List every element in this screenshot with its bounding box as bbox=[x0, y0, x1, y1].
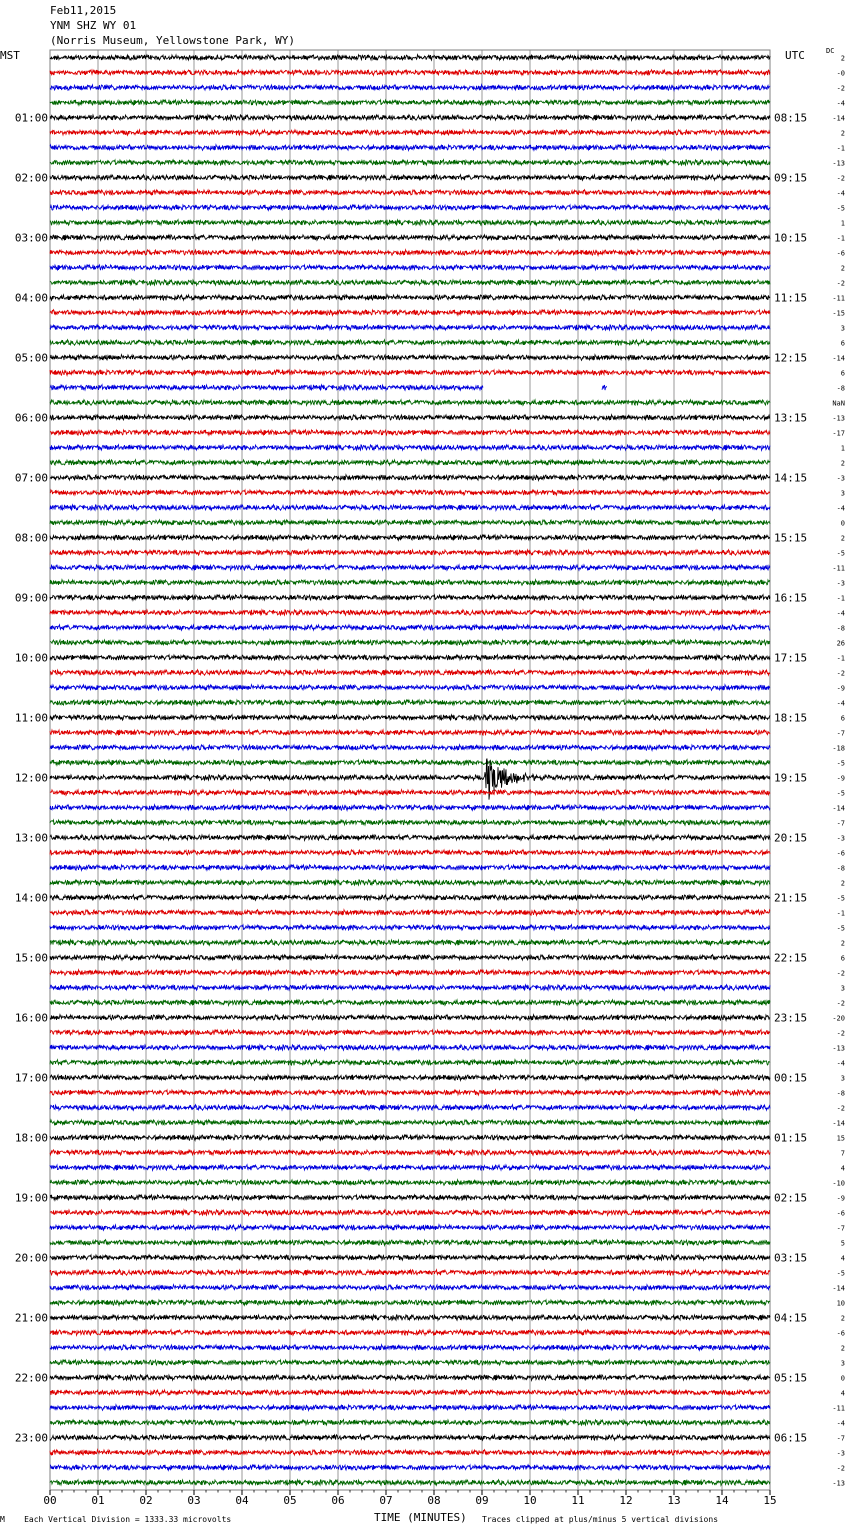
trace-line bbox=[50, 235, 770, 241]
dc-offset-label: -15 bbox=[832, 309, 845, 318]
trace-line bbox=[50, 55, 770, 61]
trace-line bbox=[50, 370, 770, 376]
scale-mark: M bbox=[0, 1515, 5, 1524]
x-tick-label: 15 bbox=[763, 1494, 777, 1507]
trace-line bbox=[50, 1315, 770, 1321]
dc-offset-label: 1 bbox=[840, 444, 845, 453]
trace-line bbox=[50, 1405, 770, 1411]
trace-line bbox=[50, 1420, 770, 1426]
mst-hour-label: 02:00 bbox=[14, 171, 48, 185]
mst-hour-label: 14:00 bbox=[14, 891, 48, 905]
trace-line bbox=[50, 1375, 770, 1381]
x-tick-label: 13 bbox=[667, 1494, 681, 1507]
dc-offset-label: 26 bbox=[836, 639, 845, 648]
trace-line bbox=[50, 1030, 770, 1036]
utc-hour-label: 09:15 bbox=[774, 171, 808, 185]
utc-hour-label: 21:15 bbox=[774, 891, 808, 905]
mst-hour-label: 16:00 bbox=[14, 1011, 48, 1025]
trace-line bbox=[50, 1090, 770, 1096]
clip-note: Traces clipped at plus/minus 5 vertical divisions bbox=[482, 1515, 719, 1524]
trace-line bbox=[50, 730, 770, 736]
trace-line bbox=[50, 1360, 770, 1366]
mst-hour-label: 17:00 bbox=[14, 1071, 48, 1085]
trace-line bbox=[50, 940, 770, 946]
mst-label: MST bbox=[0, 49, 20, 62]
seismic-traces bbox=[50, 55, 770, 1486]
dc-offset-label: -4 bbox=[836, 609, 845, 618]
x-tick-label: 05 bbox=[283, 1494, 297, 1507]
dc-offset-label: 2 bbox=[840, 264, 845, 273]
dc-offset-label: -2 bbox=[836, 999, 845, 1008]
trace-line bbox=[50, 400, 770, 406]
x-tick-label: 07 bbox=[379, 1494, 393, 1507]
mst-hour-label: 04:00 bbox=[14, 291, 48, 305]
dc-offset-label: -9 bbox=[836, 1194, 845, 1203]
dc-offset-label: -2 bbox=[836, 174, 845, 183]
dc-offset-label: -20 bbox=[832, 1014, 845, 1023]
x-tick-label: 10 bbox=[523, 1494, 537, 1507]
trace-line bbox=[50, 850, 770, 856]
scale-text: Each Vertical Division = 1333.33 microvolts bbox=[24, 1515, 232, 1524]
dc-offset-label: -13 bbox=[832, 414, 845, 423]
dc-label: DC bbox=[826, 47, 835, 55]
trace-line bbox=[50, 805, 770, 811]
trace-line bbox=[50, 610, 770, 616]
dc-offset-label: -2 bbox=[836, 669, 845, 678]
dc-offset-label: -4 bbox=[836, 189, 845, 198]
dc-offset-label: -1 bbox=[836, 594, 845, 603]
trace-line bbox=[50, 1195, 770, 1201]
dc-offset-label: -1 bbox=[836, 234, 845, 243]
trace-line bbox=[50, 910, 770, 916]
trace-line bbox=[50, 1165, 770, 1171]
trace-line bbox=[602, 385, 607, 390]
dc-offset-label: -11 bbox=[832, 294, 845, 303]
dc-offset-label: -6 bbox=[836, 1209, 845, 1218]
dc-offset-label: -10 bbox=[832, 1179, 845, 1188]
trace-line bbox=[50, 85, 770, 91]
utc-hour-label: 08:15 bbox=[774, 111, 808, 125]
trace-line bbox=[50, 550, 770, 556]
utc-hour-label: 18:15 bbox=[774, 711, 808, 725]
dc-offset-label: 5 bbox=[840, 1239, 845, 1248]
mst-hour-labels bbox=[15, 112, 48, 1445]
utc-hour-label: 10:15 bbox=[774, 231, 808, 245]
trace-line bbox=[50, 490, 770, 496]
dc-offset-label: -14 bbox=[832, 804, 845, 813]
trace-line bbox=[50, 1435, 770, 1441]
dc-offset-label: -7 bbox=[836, 819, 845, 828]
trace-line bbox=[50, 595, 770, 601]
trace-line bbox=[50, 1135, 770, 1141]
mst-hour-label: 12:00 bbox=[14, 771, 48, 785]
dc-offset-label: -13 bbox=[832, 1479, 845, 1488]
trace-line bbox=[50, 1285, 770, 1291]
dc-offset-labels bbox=[832, 55, 845, 1488]
utc-hour-label: 14:15 bbox=[774, 471, 808, 485]
dc-offset-label: 6 bbox=[840, 714, 845, 723]
mst-hour-label: 13:00 bbox=[14, 831, 48, 845]
dc-offset-label: 2 bbox=[840, 534, 845, 543]
x-axis-title: TIME (MINUTES) bbox=[374, 1511, 467, 1524]
trace-line bbox=[50, 745, 770, 751]
trace-line bbox=[50, 1105, 770, 1111]
dc-offset-label: -13 bbox=[832, 159, 845, 168]
mst-hour-label: 01:00 bbox=[14, 111, 48, 125]
dc-offset-label: -5 bbox=[836, 204, 845, 213]
trace-line bbox=[50, 880, 770, 886]
x-tick-label: 09 bbox=[475, 1494, 489, 1507]
dc-offset-label: -0 bbox=[836, 69, 845, 78]
x-tick-label: 11 bbox=[571, 1494, 585, 1507]
trace-line bbox=[50, 505, 770, 511]
dc-offset-label: -4 bbox=[836, 1059, 845, 1068]
dc-offset-label: -5 bbox=[836, 894, 845, 903]
dc-offset-label: -4 bbox=[836, 99, 845, 108]
mst-hour-label: 10:00 bbox=[14, 651, 48, 665]
trace-line bbox=[50, 1330, 770, 1336]
station-code: YNM SHZ WY 01 bbox=[50, 19, 137, 32]
trace-line bbox=[50, 820, 770, 826]
scale-note bbox=[0, 1515, 231, 1524]
mst-hour-label: 19:00 bbox=[14, 1191, 48, 1205]
trace-line bbox=[50, 310, 770, 316]
trace-line bbox=[50, 895, 770, 901]
trace-line bbox=[50, 1075, 770, 1081]
dc-offset-label: -4 bbox=[836, 1419, 845, 1428]
x-tick-label: 00 bbox=[43, 1494, 57, 1507]
trace-line bbox=[50, 460, 770, 466]
trace-line bbox=[50, 295, 770, 301]
dc-offset-label: -1 bbox=[836, 144, 845, 153]
dc-offset-label: 15 bbox=[836, 1134, 845, 1143]
trace-line bbox=[50, 1000, 770, 1006]
trace-line bbox=[50, 535, 770, 541]
trace-line bbox=[50, 670, 770, 676]
trace-line bbox=[50, 265, 770, 271]
mst-hour-label: 15:00 bbox=[14, 951, 48, 965]
dc-offset-label: 0 bbox=[840, 519, 845, 528]
trace-line bbox=[50, 790, 770, 796]
dc-offset-label: -1 bbox=[836, 909, 845, 918]
trace-line bbox=[50, 1180, 770, 1186]
utc-hour-label: 13:15 bbox=[774, 411, 808, 425]
dc-offset-label: -5 bbox=[836, 549, 845, 558]
utc-hour-label: 04:15 bbox=[774, 1311, 808, 1325]
dc-offset-label: 0 bbox=[840, 1374, 845, 1383]
trace-line bbox=[50, 760, 770, 766]
dc-offset-label: -14 bbox=[832, 1119, 845, 1128]
dc-offset-label: -2 bbox=[836, 1464, 845, 1473]
plot-date: Feb11,2015 bbox=[50, 4, 117, 17]
trace-line bbox=[50, 640, 770, 646]
trace-line bbox=[50, 160, 770, 166]
trace-line bbox=[50, 700, 770, 706]
trace-line bbox=[50, 985, 770, 991]
dc-offset-label: -14 bbox=[832, 114, 845, 123]
trace-line bbox=[50, 1480, 770, 1486]
utc-hour-label: 00:15 bbox=[774, 1071, 808, 1085]
x-tick-label: 01 bbox=[91, 1494, 105, 1507]
dc-offset-label: -2 bbox=[836, 84, 845, 93]
dc-offset-label: 2 bbox=[840, 879, 845, 888]
trace-line bbox=[50, 955, 770, 961]
x-tick-label: 03 bbox=[187, 1494, 201, 1507]
trace-line bbox=[50, 1465, 770, 1471]
dc-offset-label: -8 bbox=[836, 864, 845, 873]
x-tick-label: 12 bbox=[619, 1494, 633, 1507]
utc-hour-label: 19:15 bbox=[774, 771, 808, 785]
x-axis-ticks bbox=[43, 1490, 776, 1507]
trace-line bbox=[50, 355, 770, 361]
utc-hour-label: 15:15 bbox=[774, 531, 808, 545]
trace-line bbox=[50, 1045, 770, 1051]
dc-offset-label: -2 bbox=[836, 1104, 845, 1113]
mst-hour-label: 22:00 bbox=[14, 1371, 48, 1385]
dc-offset-label: -9 bbox=[836, 774, 845, 783]
dc-offset-label: 3 bbox=[840, 489, 845, 498]
utc-hour-label: 23:15 bbox=[774, 1011, 808, 1025]
mst-hour-label: 18:00 bbox=[14, 1131, 48, 1145]
trace-line bbox=[50, 205, 770, 211]
dc-offset-label: -2 bbox=[836, 969, 845, 978]
dc-offset-label: 6 bbox=[840, 339, 845, 348]
dc-offset-label: 2 bbox=[840, 939, 845, 948]
dc-offset-label: 2 bbox=[840, 459, 845, 468]
trace-line bbox=[50, 835, 770, 841]
mst-hour-label: 03:00 bbox=[14, 231, 48, 245]
dc-offset-label: 4 bbox=[840, 1164, 845, 1173]
dc-offset-label: 4 bbox=[840, 1389, 845, 1398]
mst-hour-label: 07:00 bbox=[14, 471, 48, 485]
trace-line bbox=[50, 580, 770, 586]
trace-line bbox=[50, 1450, 770, 1456]
dc-offset-label: -18 bbox=[832, 744, 845, 753]
trace-line bbox=[50, 415, 770, 421]
mst-hour-label: 05:00 bbox=[14, 351, 48, 365]
utc-hour-label: 22:15 bbox=[774, 951, 808, 965]
trace-line bbox=[50, 565, 770, 571]
dc-offset-label: NaN bbox=[832, 399, 845, 408]
trace-line bbox=[50, 1345, 770, 1351]
utc-hour-label: 11:15 bbox=[774, 291, 808, 305]
trace-line bbox=[50, 115, 770, 121]
dc-offset-label: -17 bbox=[832, 429, 845, 438]
dc-offset-label: 3 bbox=[840, 1074, 845, 1083]
trace-line bbox=[50, 100, 770, 106]
x-tick-label: 06 bbox=[331, 1494, 345, 1507]
trace-line bbox=[50, 1060, 770, 1066]
trace-line bbox=[50, 655, 770, 661]
utc-hour-label: 16:15 bbox=[774, 591, 808, 605]
mst-hour-label: 06:00 bbox=[14, 411, 48, 425]
dc-offset-label: -3 bbox=[836, 579, 845, 588]
trace-line bbox=[50, 385, 483, 391]
dc-offset-label: -5 bbox=[836, 759, 845, 768]
trace-line bbox=[50, 475, 770, 481]
dc-offset-label: -4 bbox=[836, 699, 845, 708]
trace-line bbox=[50, 1150, 770, 1156]
dc-offset-label: -3 bbox=[836, 834, 845, 843]
dc-offset-label: -3 bbox=[836, 474, 845, 483]
trace-line bbox=[50, 190, 770, 196]
trace-line bbox=[50, 1240, 770, 1246]
trace-line bbox=[50, 1390, 770, 1396]
dc-offset-label: 3 bbox=[840, 1359, 845, 1368]
trace-line bbox=[50, 1015, 770, 1021]
trace-line bbox=[50, 70, 770, 76]
dc-offset-label: 10 bbox=[836, 1299, 845, 1308]
trace-line bbox=[50, 520, 770, 526]
mst-hour-label: 23:00 bbox=[14, 1431, 48, 1445]
x-tick-label: 08 bbox=[427, 1494, 441, 1507]
trace-line bbox=[50, 445, 770, 451]
dc-offset-label: -9 bbox=[836, 684, 845, 693]
dc-offset-label: -7 bbox=[836, 1434, 845, 1443]
utc-hour-label: 05:15 bbox=[774, 1371, 808, 1385]
dc-offset-label: -6 bbox=[836, 1329, 845, 1338]
dc-offset-label: -5 bbox=[836, 789, 845, 798]
trace-line bbox=[50, 1255, 770, 1261]
trace-line bbox=[50, 625, 770, 631]
utc-hour-label: 12:15 bbox=[774, 351, 808, 365]
dc-offset-label: -2 bbox=[836, 1029, 845, 1038]
x-tick-label: 04 bbox=[235, 1494, 249, 1507]
dc-offset-label: -2 bbox=[836, 279, 845, 288]
dc-offset-label: -5 bbox=[836, 924, 845, 933]
trace-line bbox=[50, 280, 770, 286]
dc-offset-label: -13 bbox=[832, 1044, 845, 1053]
trace-line bbox=[50, 430, 770, 436]
trace-line bbox=[50, 220, 770, 226]
dc-offset-label: 2 bbox=[840, 129, 845, 138]
dc-offset-label: 2 bbox=[840, 1344, 845, 1353]
mst-hour-label: 21:00 bbox=[14, 1311, 48, 1325]
utc-hour-labels bbox=[774, 112, 807, 1445]
trace-line bbox=[50, 715, 770, 721]
dc-offset-label: -11 bbox=[832, 564, 845, 573]
dc-offset-label: 3 bbox=[840, 984, 845, 993]
dc-offset-label: -7 bbox=[836, 729, 845, 738]
dc-offset-label: -14 bbox=[832, 354, 845, 363]
utc-hour-label: 03:15 bbox=[774, 1251, 808, 1265]
dc-offset-label: 7 bbox=[840, 1149, 845, 1158]
x-tick-label: 14 bbox=[715, 1494, 729, 1507]
dc-offset-label: 2 bbox=[840, 1314, 845, 1323]
trace-line bbox=[50, 130, 770, 136]
utc-hour-label: 01:15 bbox=[774, 1131, 808, 1145]
station-location: (Norris Museum, Yellowstone Park, WY) bbox=[50, 34, 296, 47]
dc-offset-label: -5 bbox=[836, 1269, 845, 1278]
mst-hour-label: 08:00 bbox=[14, 531, 48, 545]
trace-line bbox=[50, 325, 770, 331]
dc-offset-label: -8 bbox=[836, 1089, 845, 1098]
dc-offset-label: 6 bbox=[840, 954, 845, 963]
dc-offset-label: -3 bbox=[836, 1449, 845, 1458]
dc-offset-label: -7 bbox=[836, 1224, 845, 1233]
dc-offset-label: 6 bbox=[840, 369, 845, 378]
trace-line bbox=[50, 1300, 770, 1306]
trace-line bbox=[50, 175, 770, 181]
dc-offset-label: -6 bbox=[836, 249, 845, 258]
utc-hour-label: 20:15 bbox=[774, 831, 808, 845]
trace-line bbox=[50, 970, 770, 976]
dc-offset-label: -8 bbox=[836, 624, 845, 633]
trace-line bbox=[50, 1120, 770, 1126]
utc-hour-label: 17:15 bbox=[774, 651, 808, 665]
dc-offset-label: 2 bbox=[840, 54, 845, 63]
dc-offset-label: -8 bbox=[836, 384, 845, 393]
trace-line bbox=[50, 925, 770, 931]
dc-offset-label: -1 bbox=[836, 654, 845, 663]
dc-offset-label: 1 bbox=[840, 219, 845, 228]
trace-line bbox=[50, 250, 770, 256]
dc-offset-label: -6 bbox=[836, 849, 845, 858]
trace-line bbox=[50, 145, 770, 151]
trace-line bbox=[50, 1225, 770, 1231]
dc-offset-label: 4 bbox=[840, 1254, 845, 1263]
trace-line bbox=[50, 1210, 770, 1216]
mst-hour-label: 09:00 bbox=[14, 591, 48, 605]
mst-hour-label: 11:00 bbox=[14, 711, 48, 725]
x-tick-label: 02 bbox=[139, 1494, 153, 1507]
dc-offset-label: -11 bbox=[832, 1404, 845, 1413]
dc-offset-label: -14 bbox=[832, 1284, 845, 1293]
trace-line bbox=[50, 340, 770, 346]
utc-label: UTC bbox=[785, 49, 805, 62]
trace-line bbox=[50, 1270, 770, 1276]
utc-hour-label: 06:15 bbox=[774, 1431, 808, 1445]
dc-offset-label: -4 bbox=[836, 504, 845, 513]
trace-line bbox=[50, 865, 770, 871]
utc-hour-label: 02:15 bbox=[774, 1191, 808, 1205]
mst-hour-label: 20:00 bbox=[14, 1251, 48, 1265]
trace-line bbox=[50, 685, 770, 691]
dc-offset-label: 3 bbox=[840, 324, 845, 333]
